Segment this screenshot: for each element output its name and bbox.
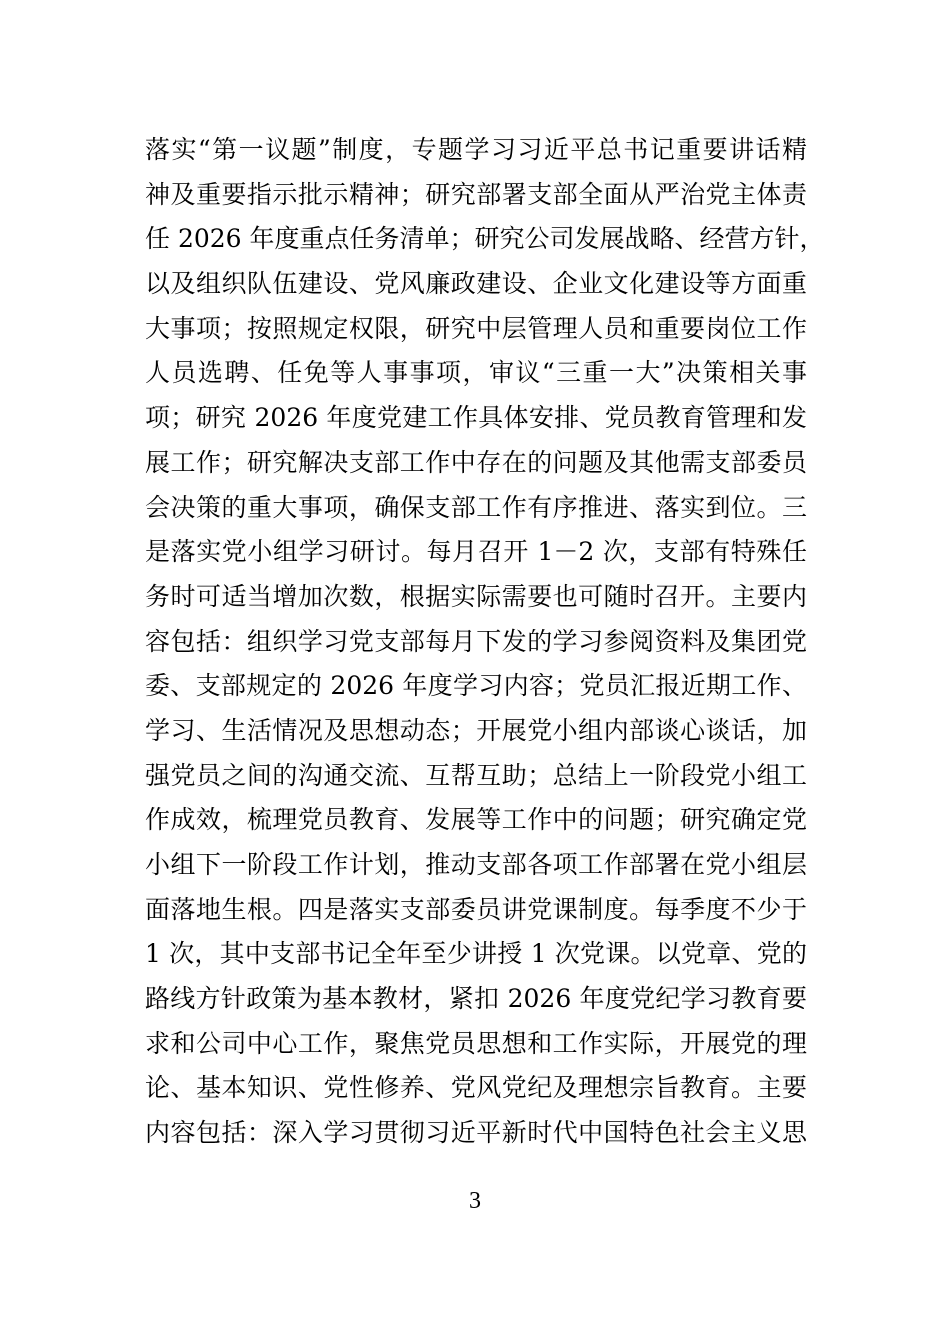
text-line: 面落地生根。四是落实支部委员讲党课制度。每季度不少于	[145, 894, 807, 924]
text-line: 务时可适当增加次数，根据实际需要也可随时召开。主要内	[145, 581, 807, 611]
text-line: 学习、生活情况及思想动态；开展党小组内部谈心谈话，加	[145, 715, 807, 745]
text-line: 强党员之间的沟通交流、互帮互助；总结上一阶段党小组工	[145, 760, 807, 790]
text-line: 内容包括：深入学习贯彻习近平新时代中国特色社会主义思	[145, 1118, 807, 1148]
text-line: 落实“第一议题”制度，专题学习习近平总书记重要讲话精	[145, 135, 807, 164]
text-line: 1 次，其中支部书记全年至少讲授 1 次党课。以党章、党的	[145, 939, 807, 969]
text-line: 容包括：组织学习党支部每月下发的学习参阅资料及集团党	[145, 626, 807, 656]
text-line: 人员选聘、任免等人事事项，审议“三重一大”决策相关事	[145, 358, 807, 388]
text-line: 是落实党小组学习研讨。每月召开 1－2 次，支部有特殊任	[145, 537, 807, 567]
page-number: 3	[469, 1188, 481, 1214]
text-line: 小组下一阶段工作计划，推动支部各项工作部署在党小组层	[145, 850, 807, 879]
text-line: 委、支部规定的 2026 年度学习内容；党员汇报近期工作、	[145, 671, 807, 701]
document-body	[145, 128, 825, 1156]
text-line: 论、基本知识、党性修养、党风党纪及理想宗旨教育。主要	[145, 1073, 807, 1103]
text-line: 作成效，梳理党员教育、发展等工作中的问题；研究确定党	[145, 805, 807, 835]
text-line: 求和公司中心工作，聚焦党员思想和工作实际，开展党的理	[145, 1028, 807, 1058]
text-line: 展工作；研究解决支部工作中存在的问题及其他需支部委员	[145, 447, 807, 477]
text-line: 项；研究 2026 年度党建工作具体安排、党员教育管理和发	[145, 403, 807, 433]
text-line: 神及重要指示批示精神；研究部署支部全面从严治党主体责	[145, 179, 807, 209]
text-line: 以及组织队伍建设、党风廉政建设、企业文化建设等方面重	[145, 269, 807, 299]
text-line: 会决策的重大事项，确保支部工作有序推进、落实到位。三	[145, 492, 807, 522]
text-line: 路线方针政策为基本教材，紧扣 2026 年度党纪学习教育要	[145, 984, 807, 1014]
text-line: 任 2026 年度重点任务清单；研究公司发展战略、经营方针，	[145, 224, 825, 254]
text-line: 大事项；按照规定权限，研究中层管理人员和重要岗位工作	[145, 313, 807, 343]
